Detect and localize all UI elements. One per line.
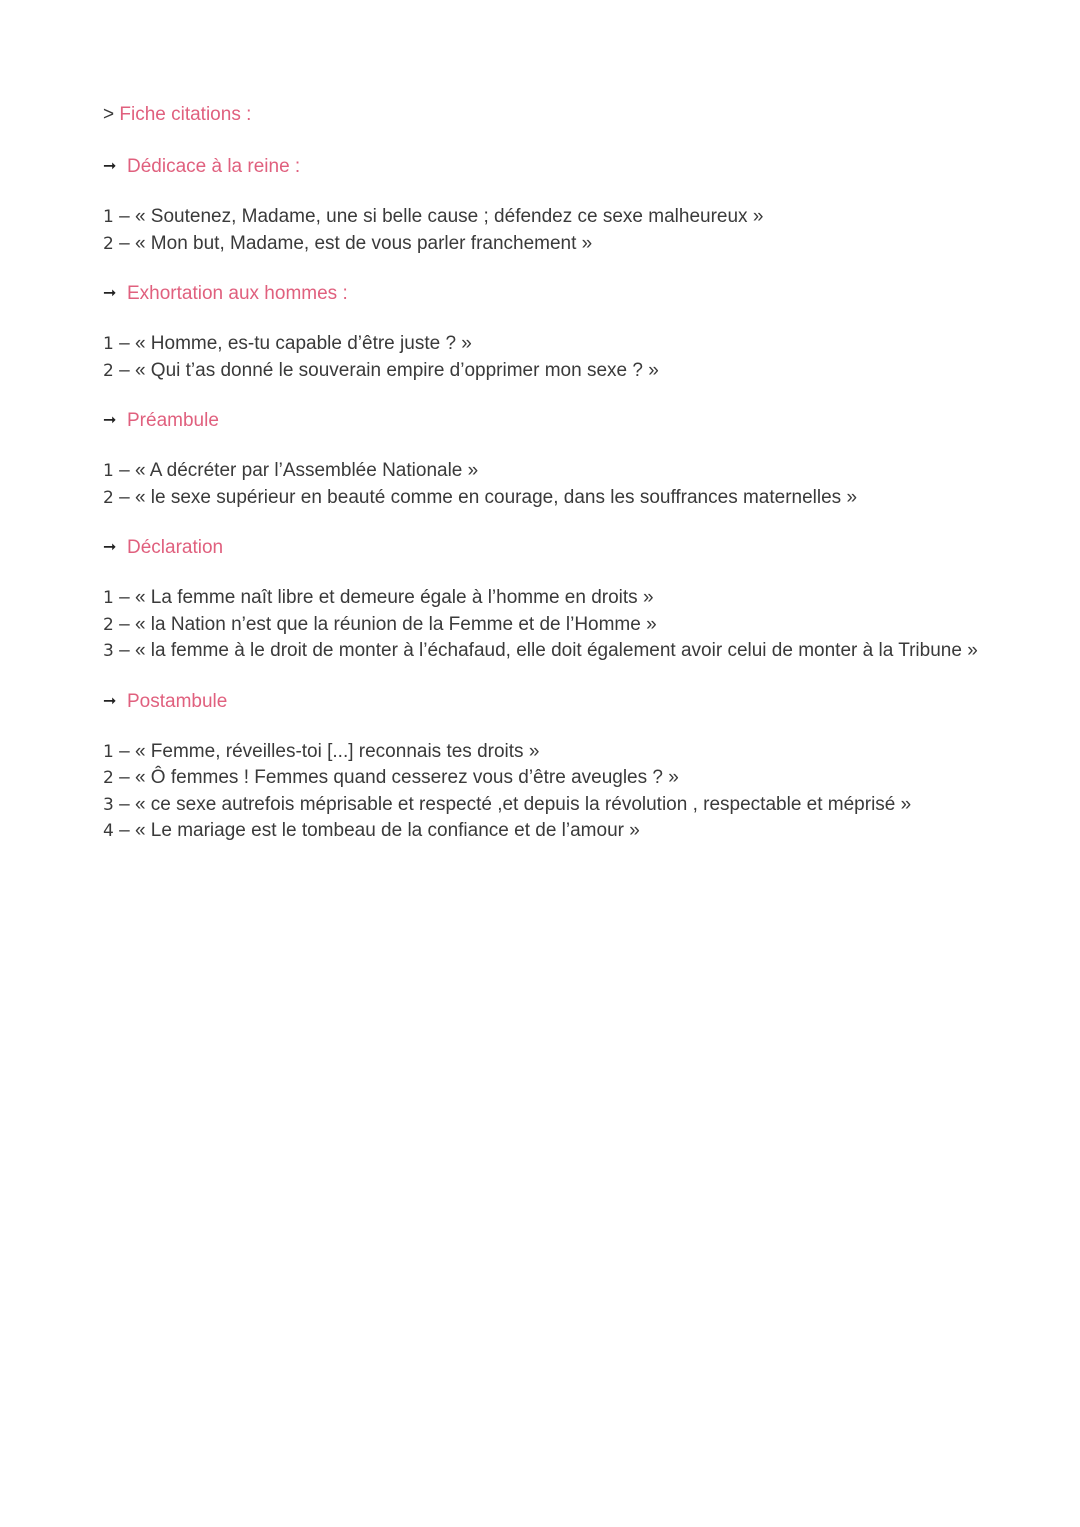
arrow-right-icon: ➞ <box>103 285 117 302</box>
quote-text: – « Le mariage est le tombeau de la confiance et de l’amour » <box>113 820 640 841</box>
quote-number: 1 <box>103 588 114 608</box>
quote-item <box>103 765 983 792</box>
quote-number: 2 <box>103 614 114 635</box>
quote-text: – « La femme naît libre et demeure égale à l’homme en droits » <box>113 587 654 608</box>
quote-item <box>103 358 983 385</box>
section-heading <box>103 687 983 717</box>
section-heading <box>103 279 983 309</box>
section-heading <box>103 533 983 563</box>
section-preambule <box>103 406 983 511</box>
quote-number: 2 <box>103 768 114 788</box>
quote-text: – « la femme à le droit de monter à l’échafaud, elle doit également avoir celui de monter à la Tribune » <box>113 640 978 661</box>
quote-text: – « Ô femmes ! Femmes quand cesserez vous d’être aveugles ? » <box>113 767 679 788</box>
section-heading-label: Préambule <box>127 410 219 431</box>
quote-item <box>103 204 983 231</box>
quote-text: – « ce sexe autrefois méprisable et respecté ,et depuis la révolution , respectable et méprisé » <box>113 793 912 815</box>
quote-item <box>103 818 983 845</box>
section-heading <box>103 152 983 182</box>
quote-number: 4 <box>103 821 114 841</box>
quote-item <box>103 231 983 258</box>
quote-item <box>103 458 983 485</box>
section-postambule <box>103 687 983 845</box>
document-page <box>103 100 983 867</box>
quote-number: 3 <box>103 794 114 815</box>
quote-text: – « A décréter par l’Assemblée Nationale » <box>113 460 479 481</box>
quote-number: 2 <box>103 233 114 254</box>
quote-number: 3 <box>103 641 114 661</box>
section-heading-label: Déclaration <box>127 537 224 558</box>
quote-item <box>103 638 983 665</box>
quote-number: 1 <box>103 461 114 481</box>
quote-text: – « Homme, es-tu capable d’être juste ? » <box>113 333 472 354</box>
page-title <box>103 100 983 130</box>
quote-text: – « Mon but, Madame, est de vous parler franchement » <box>113 232 593 254</box>
quote-item <box>103 331 983 358</box>
quote-text: – « la Nation n’est que la réunion de la Femme et de l’Homme » <box>113 613 657 635</box>
quote-number: 1 <box>103 334 114 354</box>
quote-text: – « Qui t’as donné le souverain empire d’opprimer mon sexe ? » <box>113 359 659 381</box>
section-heading-label: Dédicace à la reine : <box>127 156 301 177</box>
title-text: Fiche citations : <box>119 104 252 125</box>
quote-number: 2 <box>103 360 114 381</box>
quote-text: – « le sexe supérieur en beauté comme en courage, dans les souffrances maternelles » <box>113 486 858 508</box>
arrow-right-icon: ➞ <box>103 158 117 175</box>
quote-item <box>103 792 983 819</box>
quote-item <box>103 612 983 639</box>
quote-item <box>103 739 983 766</box>
section-heading <box>103 406 983 436</box>
section-declaration <box>103 533 983 665</box>
section-heading-label: Postambule <box>127 690 228 712</box>
arrow-right-icon: ➞ <box>103 539 117 556</box>
section-dedicace <box>103 152 983 257</box>
quote-text: – « Soutenez, Madame, une si belle cause ; défendez ce sexe malheureux » <box>113 206 764 227</box>
quote-number: 1 <box>103 741 114 762</box>
quote-text: – « Femme, réveilles-toi [...] reconnais tes droits » <box>113 740 540 762</box>
arrow-right-icon: ➞ <box>103 412 117 429</box>
quote-item <box>103 485 983 512</box>
quote-number: 1 <box>103 207 114 227</box>
quote-item <box>103 585 983 612</box>
section-heading-label: Exhortation aux hommes : <box>127 283 348 304</box>
title-prefix: > <box>103 104 120 125</box>
arrow-right-icon: ➞ <box>103 692 117 710</box>
quote-number: 2 <box>103 487 114 508</box>
section-exhortation <box>103 279 983 384</box>
